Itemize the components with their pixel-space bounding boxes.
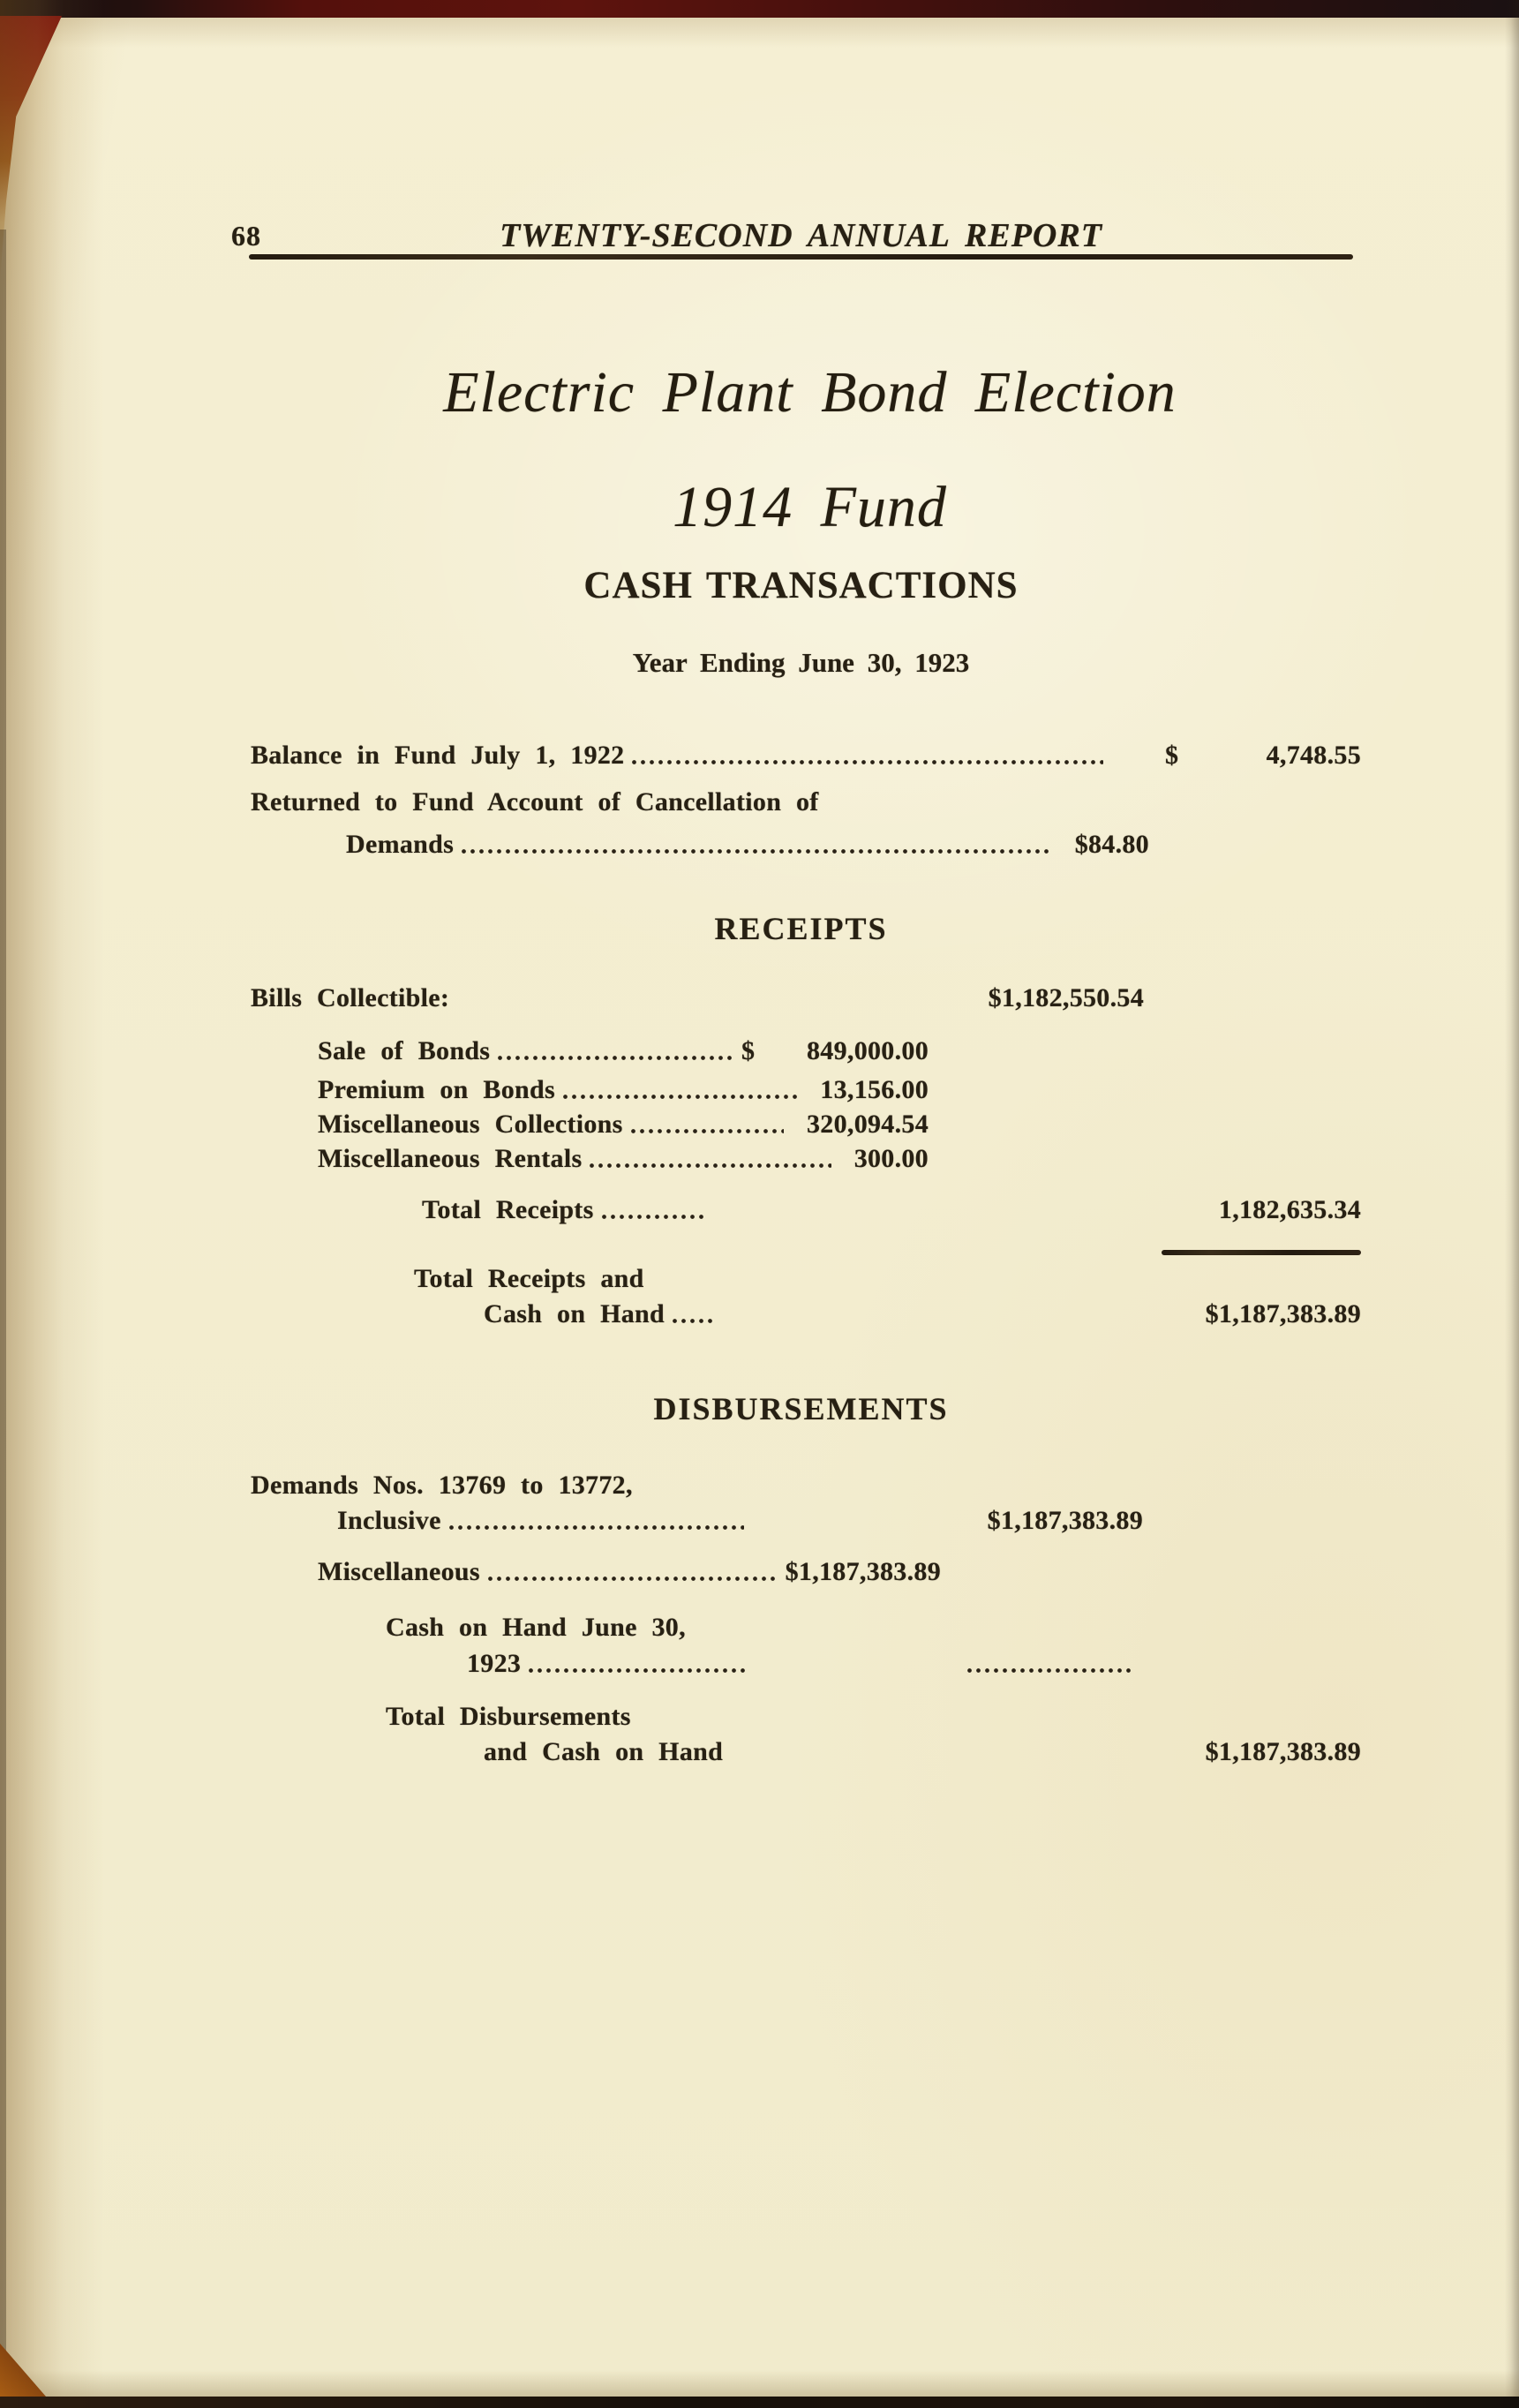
miscellaneous-row	[318, 1557, 941, 1587]
cash-on-hand-label-line1: Cash on Hand June 30,	[386, 1613, 686, 1642]
receipt-item-amount: 849,000.00	[807, 1036, 929, 1065]
receipt-item-label: Premium on Bonds	[318, 1075, 555, 1104]
miscellaneous-label: Miscellaneous	[318, 1557, 480, 1586]
currency-sign: $	[1165, 741, 1179, 770]
returned-label-line1: Returned to Fund Account of Cancellation of	[251, 787, 819, 816]
balance-label: Balance in Fund July 1, 1922	[251, 741, 625, 770]
left-edge-shadow	[0, 230, 6, 2373]
total-disbursements-label-line1: Total Disbursements	[386, 1702, 631, 1731]
receipt-item-row	[318, 1036, 929, 1066]
cash-on-hand-row	[467, 1649, 1138, 1679]
running-title: TWENTY-SECOND ANNUAL REPORT	[500, 217, 1102, 254]
total-disbursements-label-line2: and Cash on Hand	[484, 1737, 724, 1766]
miscellaneous-amount: $1,187,383.89	[785, 1557, 941, 1586]
receipts-heading: RECEIPTS	[714, 911, 888, 946]
bills-collectible-amount: $1,182,550.54	[988, 983, 1144, 1012]
balance-row	[251, 741, 1361, 771]
disbursements-heading: DISBURSEMENTS	[653, 1391, 949, 1426]
period-subheading: Year Ending June 30, 1923	[632, 647, 970, 678]
total-receipts-row	[422, 1195, 1361, 1225]
section-heading-cash-transactions: CASH TRANSACTIONS	[583, 565, 1019, 606]
grand-total-label-line2: Cash on Hand	[484, 1299, 666, 1328]
receipt-item-amount: 13,156.00	[820, 1075, 929, 1104]
receipt-item-amount: 320,094.54	[807, 1110, 929, 1139]
returned-row	[346, 830, 1149, 860]
receipt-item-amount: 300.00	[853, 1144, 929, 1173]
dot-leader	[461, 848, 1050, 854]
currency-sign: $	[741, 1036, 756, 1065]
document-title-line1: Electric Plant Bond Election	[443, 360, 1177, 425]
receipt-item-row	[318, 1110, 929, 1140]
page-number: 68	[231, 220, 261, 252]
receipt-item-row	[318, 1075, 929, 1105]
bottom-page-shadow	[0, 2370, 1519, 2397]
top-page-shadow	[0, 18, 1519, 48]
total-receipts-amount: 1,182,635.34	[1218, 1195, 1361, 1224]
document-title-line2: 1914 Fund	[673, 475, 947, 539]
bills-collectible-row	[251, 983, 1144, 1013]
balance-amount-block	[1165, 741, 1361, 771]
balance-amount: 4,748.55	[1266, 741, 1361, 770]
returned-amount: $84.80	[1074, 830, 1149, 859]
book-bottom-edge	[0, 2397, 1519, 2408]
total-receipts-label: Total Receipts	[422, 1195, 594, 1224]
total-disbursements-row	[484, 1737, 1361, 1767]
empty-amount-dots	[966, 1667, 1131, 1674]
receipt-item-label: Miscellaneous Rentals	[318, 1144, 583, 1173]
receipt-item-row	[318, 1144, 929, 1174]
dot-leader	[601, 1214, 707, 1220]
dot-leader	[672, 1318, 714, 1324]
grand-total-row	[484, 1299, 1361, 1329]
dot-leader	[630, 1128, 784, 1134]
returned-label-line2: Demands	[346, 830, 455, 859]
total-rule	[1162, 1250, 1361, 1255]
dot-leader	[631, 759, 1103, 765]
receipt-item-label: Miscellaneous Collections	[318, 1110, 623, 1139]
grand-total-amount: $1,187,383.89	[1205, 1299, 1361, 1328]
receipt-item-label: Sale of Bonds	[318, 1036, 491, 1065]
receipt-item-amount-block	[741, 1036, 929, 1066]
dot-leader	[497, 1055, 734, 1061]
header-rule	[249, 254, 1353, 260]
cash-on-hand-label-line2: 1923	[467, 1649, 522, 1678]
dot-leader	[528, 1667, 748, 1674]
bills-collectible-label: Bills Collectible:	[251, 983, 450, 1012]
grand-total-label-line1: Total Receipts and	[414, 1264, 644, 1293]
demands-row	[337, 1506, 1143, 1536]
right-page-edge	[1505, 0, 1519, 2408]
total-disbursements-amount: $1,187,383.89	[1205, 1737, 1361, 1766]
dot-leader	[562, 1094, 797, 1100]
demands-amount: $1,187,383.89	[987, 1506, 1143, 1535]
demands-label-line1: Demands Nos. 13769 to 13772,	[251, 1471, 633, 1500]
left-page-edge	[0, 0, 106, 2408]
demands-label-line2: Inclusive	[337, 1506, 441, 1535]
dot-leader	[448, 1524, 744, 1531]
book-top-edge	[0, 0, 1519, 18]
dot-leader	[589, 1163, 831, 1169]
dot-leader	[487, 1576, 778, 1582]
